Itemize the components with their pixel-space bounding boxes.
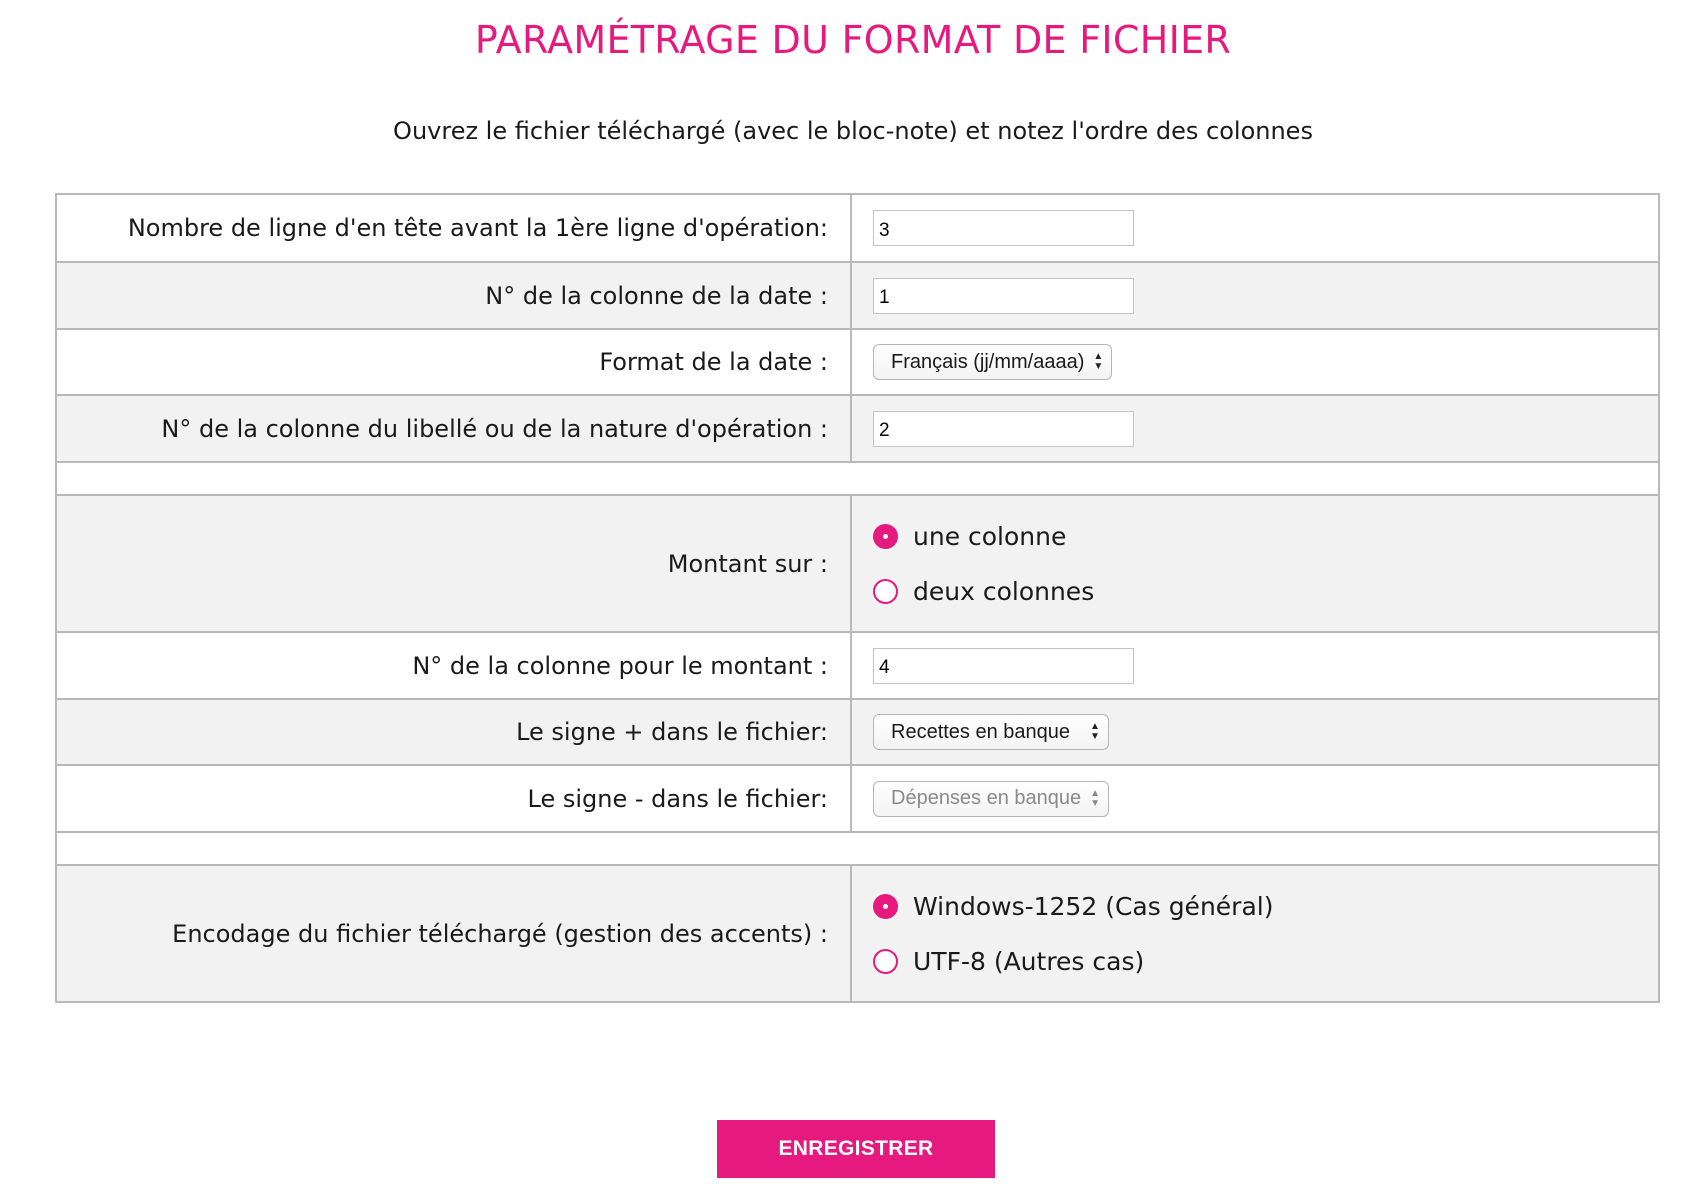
updown-chevron-icon: ▲ ▼ xyxy=(1093,351,1104,372)
date-column-label: N° de la colonne de la date : xyxy=(57,263,852,328)
row-date-column xyxy=(57,261,1658,328)
label-column-label: N° de la colonne du libellé ou de la nature d'opération : xyxy=(57,396,852,461)
encoding-radio-group xyxy=(873,892,1273,976)
date-format-selected: Français (jj/mm/aaaa) xyxy=(891,350,1085,373)
row-amount-on xyxy=(57,494,1658,631)
minus-sign-cell xyxy=(852,766,1658,831)
amount-on-radio-group xyxy=(873,522,1094,606)
updown-chevron-icon: ▲ ▼ xyxy=(1090,787,1101,809)
radio-icon[interactable] xyxy=(873,894,898,919)
date-column-cell xyxy=(852,263,1658,328)
amount-one-column-label: une colonne xyxy=(913,521,1067,551)
save-button[interactable]: ENREGISTRER xyxy=(717,1120,995,1178)
radio-icon[interactable] xyxy=(873,949,898,974)
date-format-label: Format de la date : xyxy=(57,330,852,394)
amount-two-columns-label: deux colonnes xyxy=(913,576,1095,606)
encoding-utf8-option[interactable] xyxy=(873,947,1273,976)
encoding-label: Encodage du fichier téléchargé (gestion des accents) : xyxy=(57,866,852,1001)
label-column-input[interactable] xyxy=(873,411,1134,447)
header-lines-label: Nombre de ligne d'en tête avant la 1ère ligne d'opération: xyxy=(57,195,852,261)
amount-column-input[interactable] xyxy=(873,648,1134,684)
page-title: PARAMÉTRAGE DU FORMAT DE FICHIER xyxy=(474,18,1232,62)
minus-sign-selected: Dépenses en banque xyxy=(891,787,1082,809)
updown-chevron-icon: ▲ ▼ xyxy=(1090,721,1100,742)
row-date-format xyxy=(57,328,1658,394)
label-column-cell xyxy=(852,396,1658,461)
row-encoding xyxy=(57,864,1658,1001)
amount-on-label: Montant sur : xyxy=(57,496,852,631)
amount-one-column-option[interactable] xyxy=(873,522,1094,551)
amount-on-cell xyxy=(852,496,1658,631)
row-label-column xyxy=(57,394,1658,461)
amount-column-label: N° de la colonne pour le montant : xyxy=(57,633,852,698)
minus-sign-label: Le signe - dans le fichier: xyxy=(57,766,852,831)
plus-sign-cell xyxy=(852,700,1658,764)
file-format-form xyxy=(55,193,1660,1003)
header-lines-input[interactable] xyxy=(873,210,1134,246)
radio-icon[interactable] xyxy=(873,579,898,604)
row-separator xyxy=(57,461,1658,494)
plus-sign-selected: Recettes en banque xyxy=(891,720,1071,743)
date-format-select[interactable] xyxy=(873,344,1112,380)
plus-sign-label: Le signe + dans le fichier: xyxy=(57,700,852,764)
row-amount-column xyxy=(57,631,1658,698)
date-column-input[interactable] xyxy=(873,278,1134,314)
page-instructions: Ouvrez le fichier téléchargé (avec le bloc-note) et notez l'ordre des colonnes xyxy=(393,117,1313,145)
row-plus-sign xyxy=(57,698,1658,764)
row-separator xyxy=(57,831,1658,864)
plus-sign-select[interactable] xyxy=(873,714,1109,750)
row-header-lines xyxy=(57,195,1658,261)
header-lines-cell xyxy=(852,195,1658,261)
row-minus-sign xyxy=(57,764,1658,831)
encoding-cell xyxy=(852,866,1658,1001)
radio-icon[interactable] xyxy=(873,524,898,549)
amount-two-columns-option[interactable] xyxy=(873,577,1094,606)
encoding-windows-label: Windows-1252 (Cas général) xyxy=(913,891,1274,921)
encoding-utf8-label: UTF-8 (Autres cas) xyxy=(913,946,1145,976)
date-format-cell xyxy=(852,330,1658,394)
minus-sign-select xyxy=(873,781,1109,817)
encoding-windows-option[interactable] xyxy=(873,892,1273,921)
amount-column-cell xyxy=(852,633,1658,698)
